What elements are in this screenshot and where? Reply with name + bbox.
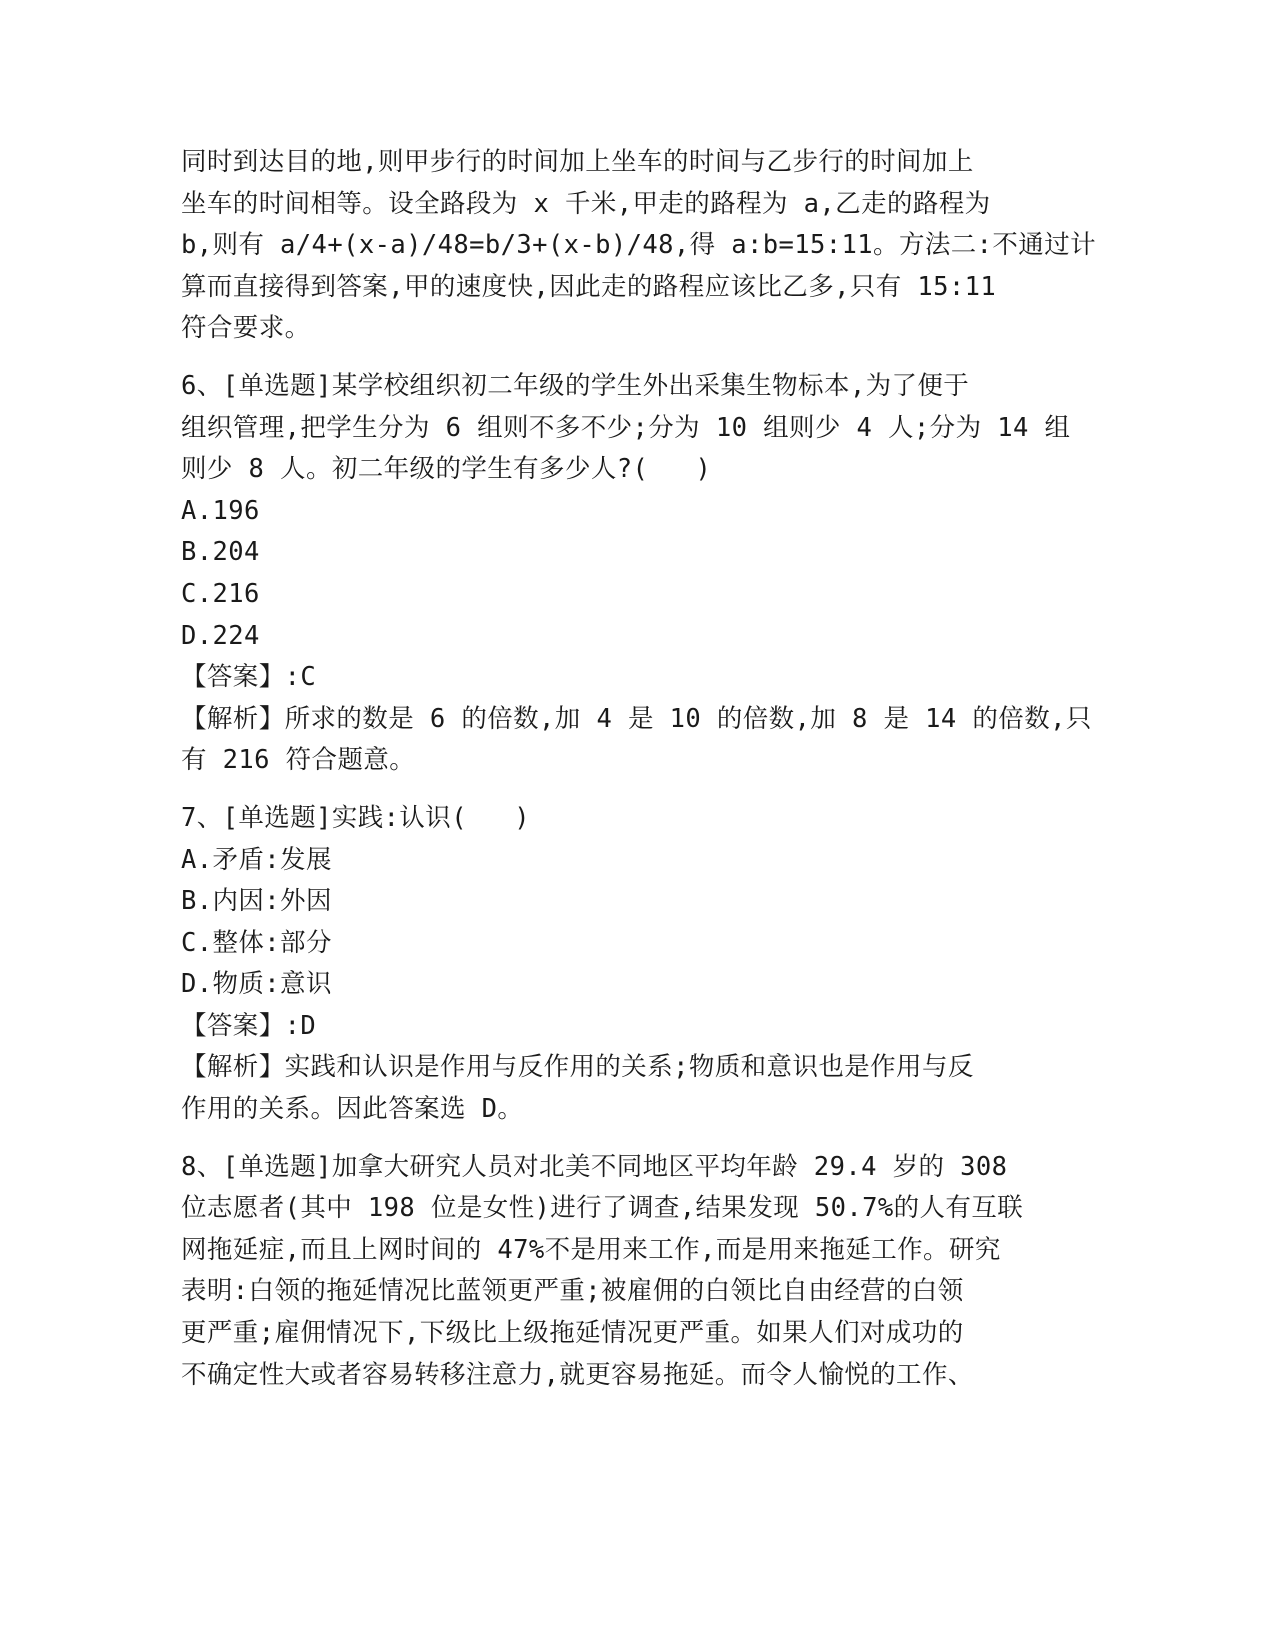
answer-line: 【答案】:D — [181, 1010, 317, 1041]
answer-line: 【答案】:C — [181, 662, 317, 693]
paragraph-gap — [181, 1131, 1041, 1147]
question-stem-line: 网拖延症,而且上网时间的 47%不是用来工作,而是用来拖延工作。研究 — [181, 1234, 1001, 1265]
question-stem-line: 位志愿者(其中 198 位是女性)进行了调查,结果发现 50.7%的人有互联 — [181, 1193, 1024, 1224]
text-line: 算而直接得到答案,甲的速度快,因此走的路程应该比乙多,只有 15:11 — [181, 271, 997, 302]
analysis-line: 【解析】实践和认识是作用与反作用的关系;物质和意识也是作用与反 — [181, 1052, 974, 1083]
question-stem-line: 7、[单选题]实践:认识( ) — [181, 802, 530, 833]
analysis-line: 【解析】所求的数是 6 的倍数,加 4 是 10 的倍数,加 8 是 14 的倍数,只 — [181, 703, 1092, 734]
option-c: C.整体:部分 — [181, 927, 332, 958]
question-stem-line: 不确定性大或者容易转移注意力,就更容易拖延。而令人愉悦的工作、 — [181, 1359, 974, 1390]
question-stem-line: 表明:白领的拖延情况比蓝领更严重;被雇佣的白领比自由经营的白领 — [181, 1276, 964, 1307]
document-page — [181, 142, 1096, 1396]
question-stem-line: 6、[单选题]某学校组织初二年级的学生外出采集生物标本,为了便于 — [181, 370, 970, 401]
option-a: A.196 — [181, 495, 260, 526]
option-a: A.矛盾:发展 — [181, 844, 332, 875]
text-line: 同时到达目的地,则甲步行的时间加上坐车的时间与乙步行的时间加上 — [181, 147, 974, 177]
question-stem-line: 则少 8 人。初二年级的学生有多少人?( ) — [181, 454, 712, 485]
option-d: D.物质:意识 — [181, 969, 332, 1000]
paragraph-gap — [181, 782, 1041, 798]
analysis-line: 作用的关系。因此答案选 D。 — [181, 1094, 524, 1125]
question-stem-line: 8、[单选题]加拿大研究人员对北美不同地区平均年龄 29.4 岁的 308 — [181, 1151, 1008, 1182]
question-7 — [181, 798, 1041, 1131]
option-b: B.204 — [181, 537, 260, 568]
paragraph-gap — [181, 350, 1041, 366]
option-d: D.224 — [181, 620, 260, 651]
question-8 — [181, 1147, 1041, 1397]
option-c: C.216 — [181, 578, 260, 609]
text-line: 坐车的时间相等。设全路段为 x 千米,甲走的路程为 a,乙走的路程为 — [181, 188, 991, 219]
question-stem-line: 更严重;雇佣情况下,下级比上级拖延情况更严重。如果人们对成功的 — [181, 1318, 964, 1349]
text-line: b,则有 a/4+(x-a)/48=b/3+(x-b)/48,得 a:b=15:11。方法二:不通过计 — [181, 230, 1096, 261]
question-6 — [181, 366, 1092, 782]
question-stem-line: 组织管理,把学生分为 6 组则不多不少;分为 10 组则少 4 人;分为 14 组 — [181, 412, 1071, 443]
intro-paragraph — [181, 142, 1096, 350]
option-b: B.内因:外因 — [181, 886, 332, 917]
analysis-line: 有 216 符合题意。 — [181, 745, 416, 776]
text-line: 符合要求。 — [181, 313, 311, 344]
